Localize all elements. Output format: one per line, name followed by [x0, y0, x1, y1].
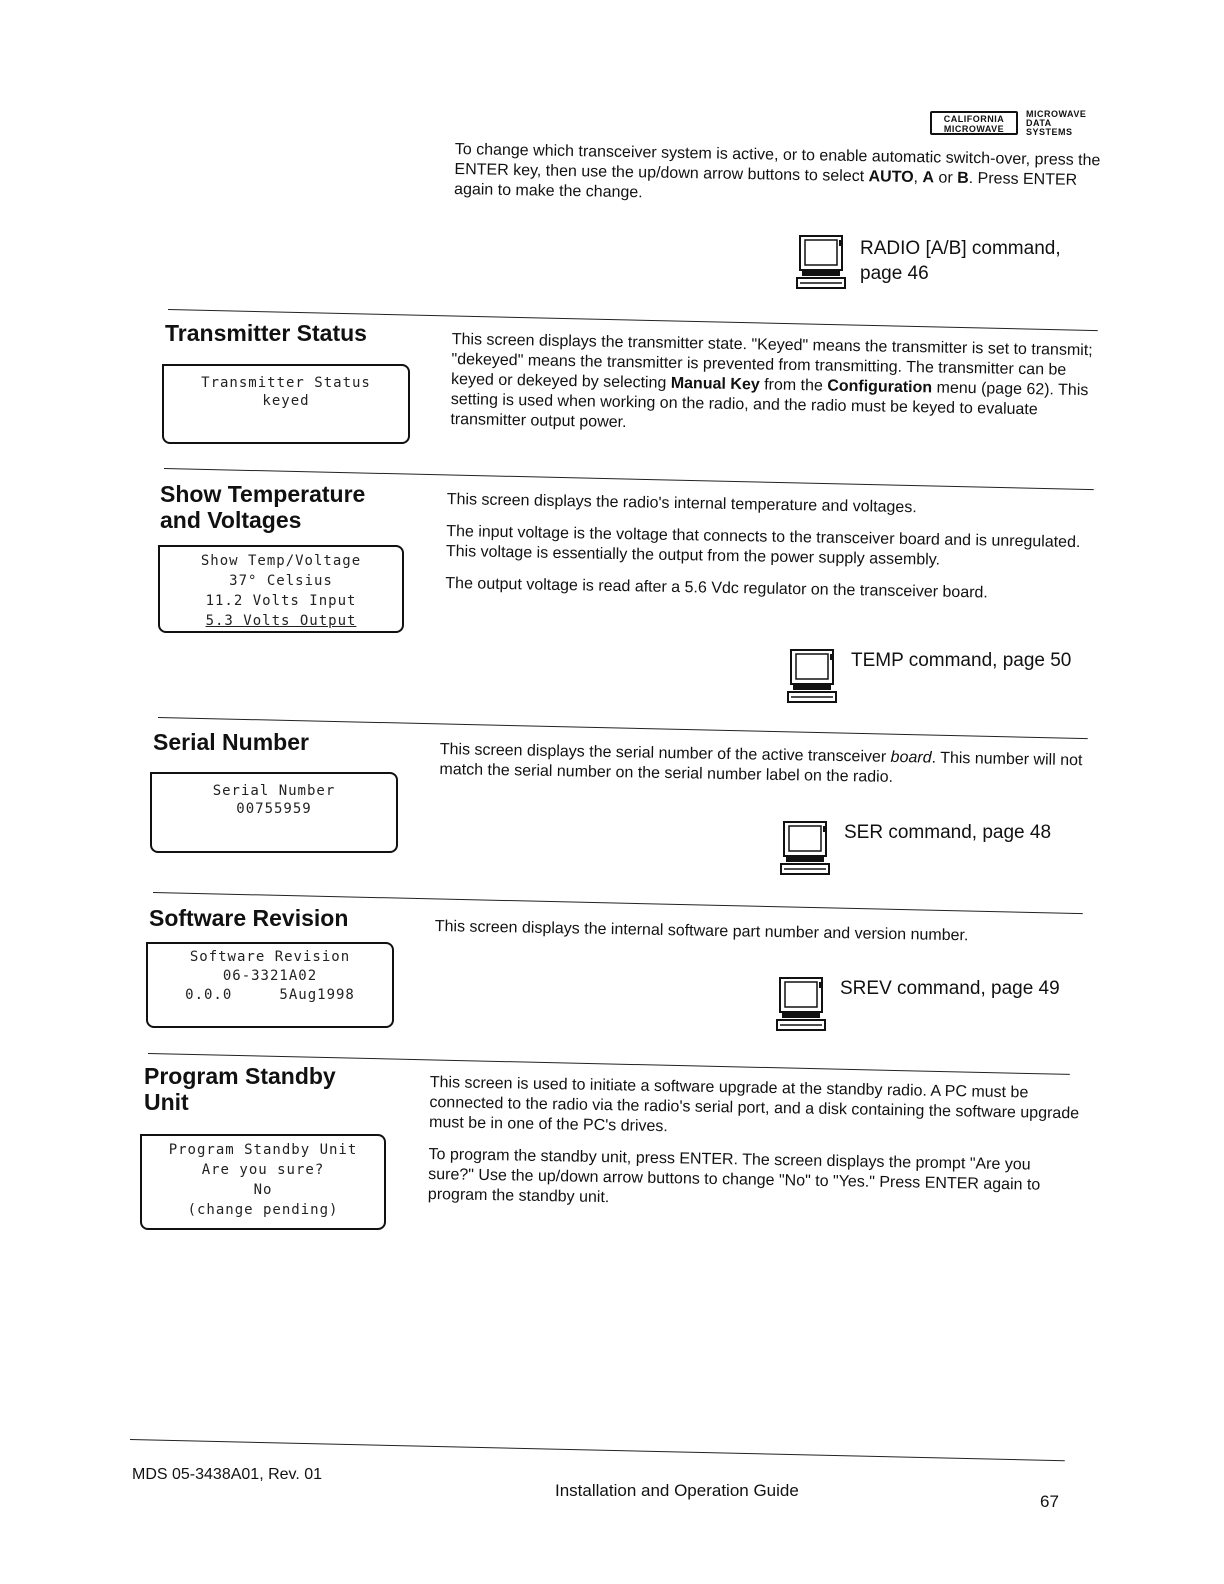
radio-ref-line-1: RADIO [A/B] command,	[860, 238, 1061, 259]
title-line: Show Temperature	[160, 481, 366, 507]
board-term: board	[890, 748, 932, 767]
lcd-line: Are you sure?	[201, 1162, 325, 1178]
document-number: MDS 05-3438A01, Rev. 01	[132, 1466, 323, 1483]
intro-paragraph	[454, 140, 1105, 211]
lcd-line: Show Temp/Voltage	[200, 553, 362, 569]
title-line: and Voltages	[160, 507, 302, 533]
ser-command-ref	[780, 820, 1051, 878]
radio-command-ref	[796, 234, 1061, 292]
title-line: Unit	[144, 1089, 189, 1115]
intro-text-post: . Press ENTER again to make the change.	[453, 169, 1078, 202]
manual-key-term: Manual Key	[670, 374, 760, 394]
logo-line-2: MICROWAVE	[943, 124, 1005, 134]
configuration-term: Configuration	[827, 377, 933, 397]
body-paragraph: This screen displays the internal software part number and version number.	[434, 917, 969, 945]
computer-icon	[776, 976, 826, 1034]
radio-ref-line-2: page 46	[860, 263, 929, 284]
logo-line-1: CALIFORNIA	[943, 114, 1005, 124]
computer-icon	[780, 820, 830, 878]
lcd-line: Software Revision	[189, 949, 351, 965]
lcd-line: No	[253, 1182, 273, 1198]
temp-ref-text: TEMP command, page 50	[851, 650, 1072, 671]
lcd-show-temp-voltage	[158, 545, 404, 633]
page-number: 67	[1040, 1492, 1059, 1511]
lcd-line: Serial Number	[212, 783, 336, 799]
lcd-line: Transmitter Status	[201, 375, 371, 391]
temp-command-ref	[787, 648, 1071, 706]
lcd-serial-number	[150, 772, 398, 853]
lcd-line: 0.0.0 5Aug1998	[185, 987, 355, 1003]
lcd-line: (change pending)	[187, 1202, 339, 1218]
lcd-transmitter-status	[162, 364, 410, 444]
body-paragraph: To program the standby unit, press ENTER. The screen displays the prompt "Are you sure?" Use the up/down arrow buttons to change "No" to "Yes." Press ENTER again to program the standby unit.	[427, 1145, 1041, 1207]
company-logo	[930, 111, 1018, 135]
body-paragraph: The input voltage is the voltage that connects to the transceiver board and is unregulated. This voltage is essentially the output from the power supply assembly.	[445, 522, 1081, 569]
section-title-show-temperature	[160, 481, 365, 533]
program-standby-text	[427, 1073, 1079, 1228]
body-paragraph: This screen displays the radio's internal temperature and voltages.	[446, 490, 917, 517]
section-title-transmitter-status: Transmitter Status	[165, 320, 367, 346]
lcd-line: 06-3321A02	[222, 968, 318, 984]
lcd-line: 5.3 Volts Output	[205, 613, 357, 629]
srev-ref-text: SREV command, page 49	[840, 978, 1060, 999]
logo-wordmark	[1026, 110, 1086, 137]
serial-number-text	[439, 740, 1090, 803]
ser-ref-text: SER command, page 48	[844, 822, 1052, 843]
section-title-serial-number: Serial Number	[153, 729, 309, 755]
srev-command-ref	[776, 976, 1060, 1034]
intro-auto: AUTO	[868, 168, 914, 187]
lcd-line: keyed	[262, 393, 310, 409]
software-revision-text	[434, 917, 1084, 960]
footer-rule	[130, 1439, 1065, 1461]
body-text: This screen displays the transmitter state. "Keyed" means the transmitter is set to transmit; "dekeyed" means the transmitter is prevented from transmitting. The transmitter can be keyed or dekeyed by selecting	[450, 330, 1093, 392]
section-title-program-standby	[144, 1063, 336, 1115]
lcd-line: 37° Celsius	[229, 573, 333, 589]
section-title-software-revision: Software Revision	[149, 905, 349, 931]
intro-or: or	[933, 169, 958, 187]
intro-text: To change which transceiver system is active, or to enable automatic switch-over, press the ENTER key, then use the up/down arrow buttons to select	[454, 140, 1101, 186]
title-line: Program Standby	[144, 1063, 336, 1089]
transmitter-status-text	[450, 330, 1102, 453]
logo-word-3: SYSTEMS	[1026, 127, 1073, 137]
body-paragraph: The output voltage is read after a 5.6 Vdc regulator on the transceiver board.	[445, 574, 988, 602]
lcd-line: 11.2 Volts Input	[205, 593, 357, 609]
logo-word-2: DATA	[1026, 118, 1052, 128]
computer-icon	[787, 648, 837, 706]
guide-title: Installation and Operation Guide	[555, 1481, 799, 1500]
lcd-line: Program Standby Unit	[168, 1142, 358, 1158]
temperature-text	[445, 490, 1097, 617]
logo-word-1: MICROWAVE	[1026, 109, 1087, 119]
intro-b: B	[957, 169, 969, 187]
intro-comma: ,	[913, 169, 923, 187]
intro-a: A	[922, 169, 935, 187]
body-text: menu (page 62). This setting is used when working on the radio, and the radio must be keyed to evaluate transmitter output power.	[450, 379, 1089, 432]
body-text: . This number will not match the serial number on the serial number label on the radio.	[439, 749, 1083, 786]
computer-icon	[796, 234, 846, 292]
body-text: from the	[759, 376, 828, 395]
lcd-line: 00755959	[236, 801, 312, 817]
lcd-software-revision	[146, 942, 394, 1028]
body-paragraph: This screen is used to initiate a software upgrade at the standby radio. A PC must be connected to the radio via the radio's serial port, and a disk containing the software upgrade must be in one of the PC's drives.	[428, 1073, 1080, 1136]
lcd-program-standby	[140, 1134, 386, 1230]
body-text: This screen displays the serial number of the active transceiver	[439, 740, 891, 766]
